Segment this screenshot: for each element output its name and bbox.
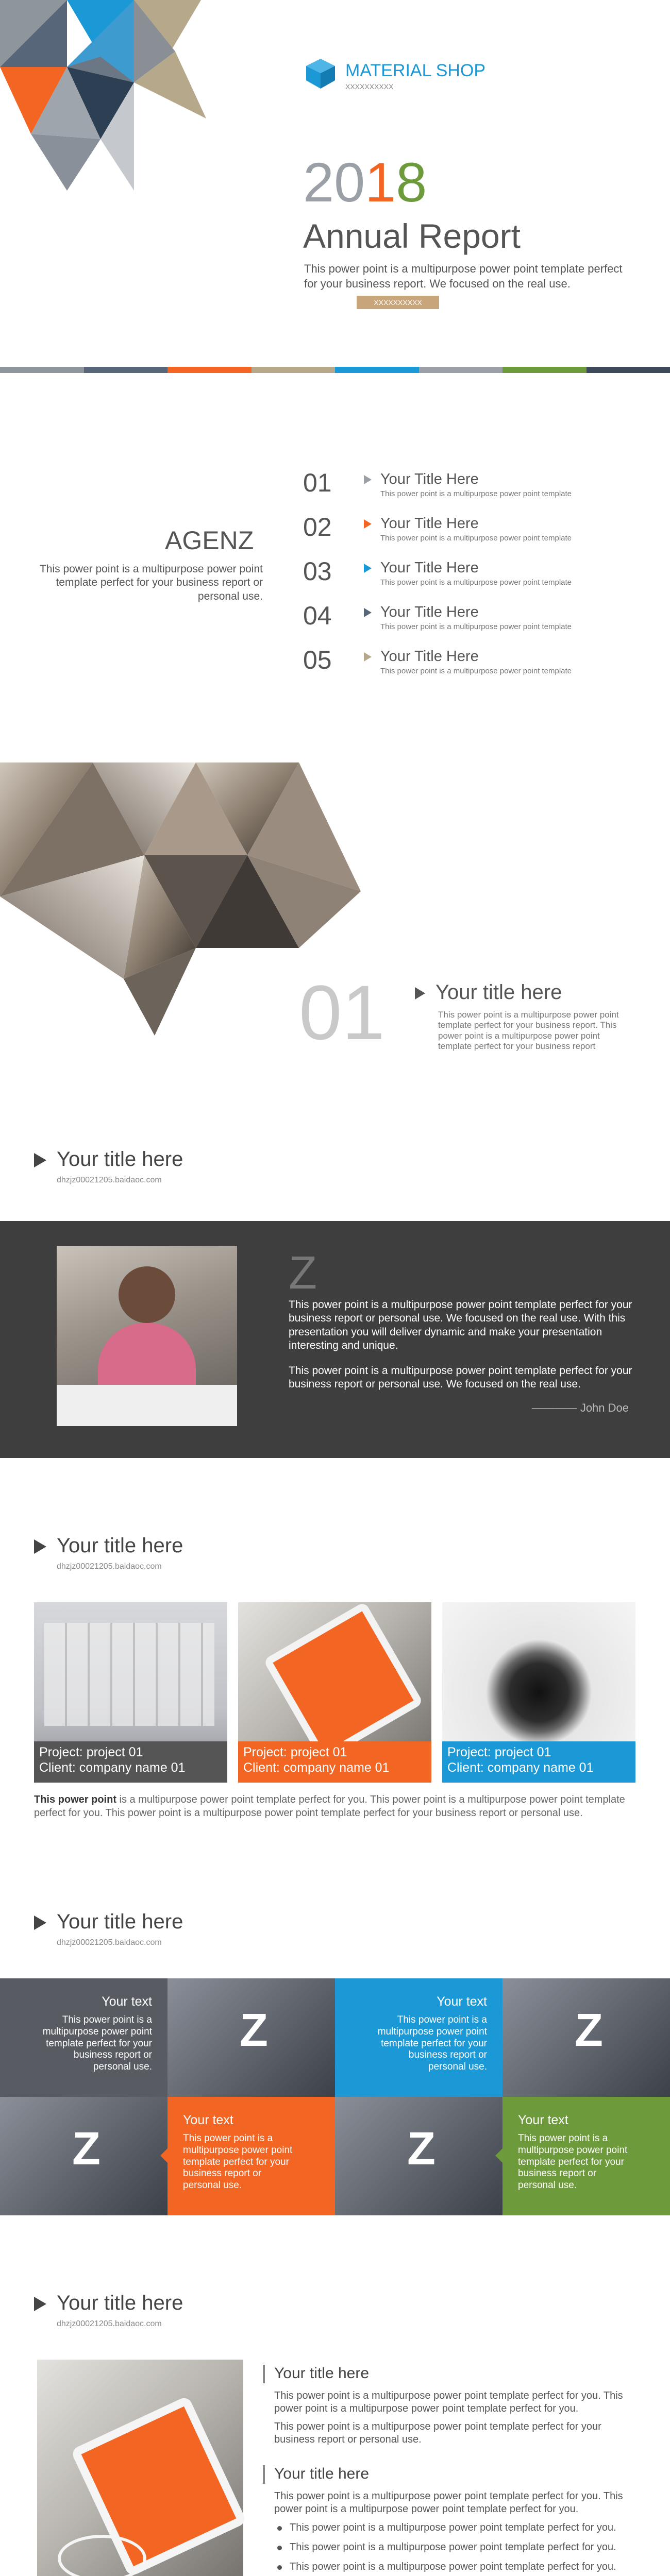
agenda-desc: This power point is a multipurpose power point template perfect for your business report or personal use.	[39, 563, 263, 602]
divider-line	[263, 2365, 265, 2383]
project-line-1: Project: project 01	[447, 1745, 551, 1759]
divider-line	[263, 2465, 265, 2484]
bullet-text: This power point is a multipurpose power point template perfect for you.	[290, 2522, 616, 2533]
slide-subtitle: dhzjz00021205.baidaoc.com	[57, 2319, 162, 2328]
text-heading-2: Your title here	[274, 2465, 370, 2482]
year-part-3: 8	[396, 151, 427, 213]
agenda-item-desc: This power point is a multipurpose power point template	[380, 489, 572, 498]
quote-panel	[0, 1221, 670, 1458]
portrait-photo	[57, 1246, 237, 1426]
year-part-2: 1	[365, 151, 396, 213]
text-paragraph-2: This power point is a multipurpose power point template perfect for your business report or personal use.	[274, 2421, 601, 2445]
agenda-number: 02	[303, 513, 332, 541]
project-caption	[34, 1741, 227, 1783]
bullet-list	[274, 2522, 645, 2576]
grid-cell-desc: This power point is a multipurpose power point template perfect for your business report or personal use.	[42, 2014, 152, 2073]
agenda-item-title: Your Title Here	[380, 560, 479, 576]
stripe-gray	[0, 367, 84, 373]
agenda-item-title: Your Title Here	[380, 471, 479, 487]
agenda-number: 04	[303, 601, 332, 630]
projects-description	[34, 1793, 637, 1820]
phone-photo	[37, 2360, 243, 2576]
stripe-dark	[587, 367, 670, 373]
report-year	[303, 151, 427, 213]
phone-shape	[263, 1601, 423, 1761]
stripe-blue	[335, 367, 419, 373]
slide-subtitle: dhzjz00021205.baidaoc.com	[57, 1562, 162, 1571]
agenda-heading: AGENZ	[165, 526, 254, 555]
brand-sub: XXXXXXXXXX	[345, 82, 394, 91]
project-card-1[interactable]	[34, 1602, 227, 1783]
stripe-gray2	[419, 367, 503, 373]
triangle-mosaic	[0, 0, 268, 196]
arrow-left-icon	[160, 2148, 167, 2163]
portrait-figure	[119, 1266, 175, 1323]
project-card-3[interactable]	[442, 1602, 635, 1783]
project-line-2: Client: company name 01	[447, 1760, 594, 1775]
grid-cell-z-1	[167, 1978, 335, 2097]
project-card-2[interactable]	[238, 1602, 431, 1783]
agenda-item-desc: This power point is a multipurpose power point template	[380, 534, 572, 543]
grid-cell-desc: This power point is a multipurpose power point template perfect for your business report or personal use.	[518, 2133, 628, 2191]
quote-paragraph-1: This power point is a multipurpose power point template perfect for your business report or personal use. We focused on the real use. With this presentation you will deliver dynamic and make your presentation interesting and unique.	[289, 1299, 632, 1351]
projects-desc-bold: This power point	[34, 1794, 116, 1805]
agenda-item[interactable]	[303, 468, 633, 512]
bullet-item	[274, 2561, 645, 2576]
grid-cell-text-blue	[335, 1978, 502, 2097]
agenda-item-title: Your Title Here	[380, 515, 479, 532]
cube-logo-icon	[304, 57, 337, 90]
cover-button[interactable]: XXXXXXXXXX	[357, 296, 439, 309]
portrait-laptop	[57, 1385, 237, 1426]
brand-name: MATERIAL SHOP	[345, 61, 486, 80]
arrow-left-icon	[495, 2148, 502, 2163]
play-triangle-icon	[364, 652, 372, 662]
agenda-list	[303, 468, 633, 689]
project-caption	[442, 1741, 635, 1783]
play-triangle-icon	[34, 2297, 46, 2311]
quote-author: ———— John Doe	[531, 1401, 629, 1414]
grid-cell-text-green	[502, 2097, 670, 2215]
quote-paragraph-2: This power point is a multipurpose power point template perfect for your business report or personal use. We focused on the real use.	[289, 1365, 632, 1391]
project-line-2: Client: company name 01	[243, 1760, 390, 1775]
grid-panel	[0, 1978, 670, 2215]
stripe-steel	[84, 367, 168, 373]
slide-agenda	[0, 392, 670, 721]
grid-z: Z	[575, 2005, 603, 2056]
agenda-item-title: Your Title Here	[380, 604, 479, 620]
bullet-dot-icon	[277, 2546, 282, 2550]
slide-section-01	[0, 742, 670, 1103]
slide-title: Your title here	[57, 1148, 183, 1171]
text-paragraph-3: This power point is a multipurpose power point template perfect for you. This power point is a multipurpose power point template perfect for you.	[274, 2490, 623, 2515]
play-triangle-icon	[364, 608, 372, 617]
play-triangle-icon	[34, 1153, 46, 1167]
slide-subtitle: dhzjz00021205.baidaoc.com	[57, 1938, 162, 1947]
grid-cell-title: Your text	[183, 2113, 233, 2127]
slide-title: Your title here	[57, 1534, 183, 1557]
year-part-1: 20	[303, 151, 365, 213]
bullet-text: This power point is a multipurpose power point template perfect for you.	[290, 2561, 616, 2572]
bullet-text: This power point is a multipurpose power point template perfect for you.	[290, 2541, 616, 2553]
report-title: Annual Report	[303, 217, 521, 255]
grid-cell-title: Your text	[437, 1994, 487, 2009]
slide-quote	[0, 1133, 670, 1504]
agenda-number: 01	[303, 468, 332, 497]
stripe-orange	[167, 367, 252, 373]
agenda-number: 05	[303, 646, 332, 674]
play-triangle-icon	[415, 987, 425, 999]
stripe-green	[502, 367, 587, 373]
slide-grid	[0, 1896, 670, 2226]
section-desc: This power point is a multipurpose power point template perfect for your business report. This power point is a multipurpose power point template perfect for your business report	[438, 1010, 619, 1052]
slide-projects	[0, 1520, 670, 1850]
play-triangle-icon	[364, 475, 372, 484]
grid-cell-desc: This power point is a multipurpose power point template perfect for your business report or personal use.	[183, 2133, 293, 2191]
agenda-item-desc: This power point is a multipurpose power point template	[380, 578, 572, 587]
bullet-item	[274, 2541, 645, 2561]
slide-title: Your title here	[57, 1910, 183, 1933]
agenda-item[interactable]	[303, 512, 633, 556]
agenda-item-title: Your Title Here	[380, 648, 479, 665]
agenda-item[interactable]	[303, 556, 633, 601]
arrow-left-icon	[495, 2030, 502, 2044]
quote-z: Z	[289, 1247, 317, 1299]
project-line-1: Project: project 01	[39, 1745, 143, 1759]
slide-text-photo	[0, 2277, 670, 2576]
slide-subtitle: dhzjz00021205.baidaoc.com	[57, 1176, 162, 1184]
section-title: Your title here	[435, 981, 562, 1004]
grid-z: Z	[407, 2123, 435, 2175]
grid-cell-text-gray	[0, 1978, 167, 2097]
color-stripe	[0, 367, 670, 373]
grid-z: Z	[240, 2005, 268, 2056]
play-triangle-icon	[364, 519, 372, 529]
grid-cell-z-3	[0, 2097, 167, 2215]
section-number: 01	[299, 969, 385, 1056]
agenda-number: 03	[303, 557, 332, 586]
grid-cell-z-2	[502, 1978, 670, 2097]
stripe-tan	[252, 367, 336, 373]
grid-cell-title: Your text	[518, 2113, 568, 2127]
play-triangle-icon	[34, 1916, 46, 1930]
project-caption	[238, 1741, 431, 1783]
grid-z: Z	[72, 2123, 100, 2175]
play-triangle-icon	[34, 1539, 46, 1554]
bullet-dot-icon	[277, 2526, 282, 2531]
bullet-dot-icon	[277, 2565, 282, 2570]
agenda-item-desc: This power point is a multipurpose power point template	[380, 667, 572, 675]
arrow-left-icon	[160, 2030, 167, 2044]
projects-desc-text: is a multipurpose power point template perfect for you. This power point is a multipurpose power point template perfect for you. This power point is a multipurpose power point template perfect for your business report or personal use.	[34, 1794, 625, 1819]
agenda-item[interactable]	[303, 601, 633, 645]
mosaic-tri-13	[31, 134, 100, 191]
project-line-1: Project: project 01	[243, 1745, 347, 1759]
grid-cell-title: Your text	[102, 1994, 152, 2009]
slide-title: Your title here	[57, 2292, 183, 2314]
agenda-item-desc: This power point is a multipurpose power point template	[380, 622, 572, 631]
text-heading-1: Your title here	[274, 2365, 370, 2382]
report-subtitle: This power point is a multipurpose power point template perfect for your business report. We focused on the real use.	[304, 262, 623, 290]
grid-cell-z-4	[335, 2097, 502, 2215]
agenda-item[interactable]	[303, 645, 633, 689]
text-paragraph-1: This power point is a multipurpose power point template perfect for you. This power point is a multipurpose power point template perfect for you.	[274, 2390, 623, 2414]
bullet-item	[274, 2522, 645, 2541]
grid-cell-desc: This power point is a multipurpose power point template perfect for your business report or personal use.	[377, 2014, 487, 2073]
project-line-2: Client: company name 01	[39, 1760, 186, 1775]
slide-cover	[0, 0, 670, 381]
keyboard-keys	[44, 1623, 214, 1726]
play-triangle-icon	[364, 564, 372, 573]
grid-cell-text-orange	[167, 2097, 335, 2215]
